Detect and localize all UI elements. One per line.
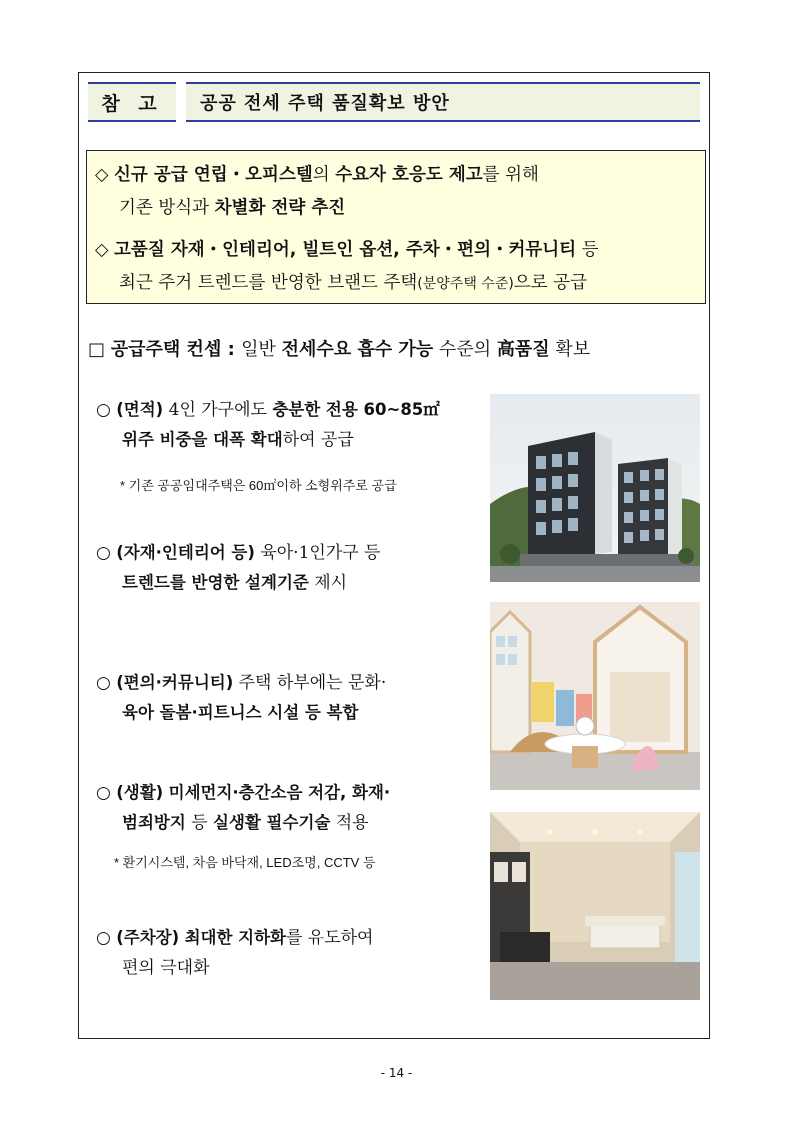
bold-text: 위주 비중을 대폭 확대 <box>122 430 283 449</box>
text-run: 제시 <box>308 573 348 593</box>
bold-text: 차별화 전략 추진 <box>214 198 346 218</box>
building-exterior-image <box>490 394 700 582</box>
text-run: 의 <box>312 165 336 185</box>
summary-box <box>86 150 706 304</box>
bold-text: 미세먼지·층간소음 저감, 화재· <box>168 783 391 802</box>
text-run: 하여 공급 <box>282 430 354 450</box>
bullet-item <box>96 923 486 983</box>
text-run: ○ <box>96 783 117 803</box>
text-run: 4인 가구에도 <box>163 400 273 420</box>
text-run: 등 <box>576 240 599 260</box>
text-run: 으로 공급 <box>513 273 588 293</box>
interior-living-room-image <box>490 812 700 1000</box>
concept-line <box>88 335 590 361</box>
bold-text: 공급주택 컨셉 : <box>110 339 242 360</box>
bullet-item <box>96 538 486 598</box>
section-title: 공공 전세 주택 품질확보 방안 <box>186 82 700 122</box>
bold-text: (면적) <box>116 400 164 419</box>
bold-text: (편의·커뮤니티) <box>116 673 234 692</box>
diamond-bullet-icon: ◇ <box>95 240 115 260</box>
summary-item <box>95 159 695 225</box>
bold-text: 高품질 <box>496 339 550 360</box>
text-run: 수준의 <box>433 339 497 360</box>
text-run: 적용 <box>330 813 369 833</box>
footnote: * 기존 공공임대주택은 60㎡이하 소형위주로 공급 <box>120 478 397 493</box>
bold-text: 고품질 자재・인테리어, 빌트인 옵션, 주차・편의・커뮤니티 <box>114 240 577 260</box>
text-run: (분양주택 수준) <box>417 276 514 292</box>
page-number: - 14 - <box>380 1066 413 1080</box>
bullet-item <box>96 778 486 838</box>
text-run: 등 <box>185 813 213 833</box>
summary-item <box>95 234 695 301</box>
bold-text: (생활) <box>116 783 164 802</box>
text-run: ○ <box>96 928 117 948</box>
bullet-item <box>96 668 486 728</box>
bold-text: (주차장) <box>116 928 180 947</box>
bold-text: 전세수요 흡수 가능 <box>281 339 434 360</box>
bold-text: 최대한 지하화 <box>184 928 286 947</box>
bullet-item <box>96 395 486 455</box>
reference-tag: 참 고 <box>88 82 176 122</box>
text-run: 기존 방식과 <box>119 198 215 218</box>
text-run: 육아·1인가구 등 <box>254 543 381 563</box>
text-run: 편의 극대화 <box>122 958 210 978</box>
bold-text: 트렌드를 반영한 설계기준 <box>122 573 309 592</box>
text-run: ○ <box>96 673 117 693</box>
text-run: 일반 <box>241 339 282 360</box>
bold-text: (자재·인테리어 등) <box>116 543 255 562</box>
bold-text: 신규 공급 연립・오피스텔 <box>114 165 313 185</box>
bold-text: 수요자 호응도 제고 <box>335 165 483 185</box>
bold-text: 범죄방지 <box>122 813 186 832</box>
section-header <box>88 82 700 122</box>
text-run: ○ <box>96 543 117 563</box>
text-run: 를 유도하여 <box>285 928 374 948</box>
text-run: 확보 <box>549 339 591 360</box>
text-run: 최근 주거 트렌드를 반영한 브랜드 주택 <box>119 273 418 293</box>
text-run: 주택 하부에는 문화· <box>233 673 387 693</box>
square-bullet-icon: □ <box>88 339 111 360</box>
text-run: ○ <box>96 400 117 420</box>
diamond-bullet-icon: ◇ <box>95 165 115 185</box>
text-run: 를 위해 <box>482 165 539 185</box>
bold-text: 충분한 전용 60~85㎡ <box>272 400 440 419</box>
bold-text: 실생활 필수기술 <box>213 813 331 832</box>
bold-text: 육아 돌봄·피트니스 시설 등 복합 <box>122 703 359 722</box>
community-room-image <box>490 602 700 790</box>
footnote: * 환기시스템, 차음 바닥재, LED조명, CCTV 등 <box>114 855 376 870</box>
